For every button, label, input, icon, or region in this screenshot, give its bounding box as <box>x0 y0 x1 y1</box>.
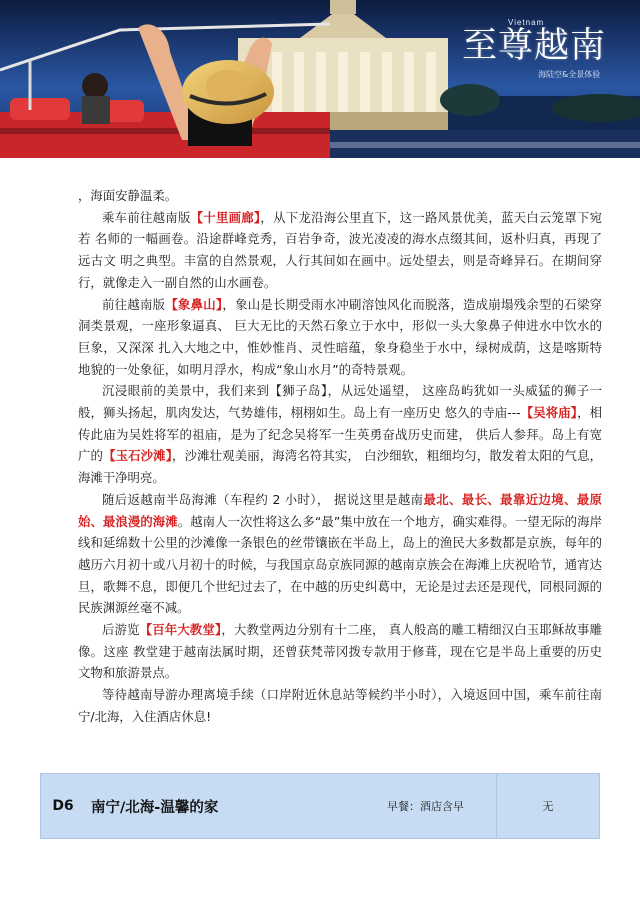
highlight-text: 【象鼻山】 <box>165 296 223 312</box>
paragraph-text: ，大教堂两边分别有十二座， 真人般高的雕工精细汉白玉耶稣故事雕像。这座 教堂建于越南法属时期，还曾获梵蒂冈拨专款用于修葺，现在它是半岛上重要的历史文物和旅游景点。 <box>78 622 602 681</box>
paragraph <box>78 185 602 207</box>
paragraph-text: ，从下龙沿海公里直下，这一路风景优美，蓝天白云笼罩下宛若 名师的一幅画卷。沿途群峰竞秀，百岩争奇，波光凌凌的海水点缀其间，返朴归真，再现了远古文 明之典型。丰富的自然景观，人行其间如在画中。远处望去，则是奇峰异石。在期间穿行，就像走入一副自然的山水画卷。 <box>78 209 603 290</box>
paragraph <box>78 294 602 381</box>
day-number: D6 <box>52 798 74 814</box>
paragraph <box>78 489 602 619</box>
paragraph-text: 等待越南导游办理离境手续（口岸附近休息站等候约半小时），入境返回中国，乘车前往南宁/北海，入住酒店休息! <box>78 687 602 724</box>
paragraph-text: 。越南人一次性将这么多“最”集中放在一个地方，确实难得。一望无际的海岸线和延绵数十公里的沙滩像一条银色的丝带镶嵌在半岛上，岛上的渔民大多数都是京族，每年的越历六月初十或八月初十的时候，与我国京岛京族同源的越南京族会在海滩上庆祝哈节，通宵达旦，歌舞不息，即便几个世纪过去了，在中越的历史纠葛中，无论是过去还是现代，同根同源的民族渊源丝毫不减。 <box>78 513 603 616</box>
day-title: 南宁/北海-温馨的家 <box>91 799 219 816</box>
highlight-text: 【吴将庙】 <box>520 405 578 421</box>
paragraph-text: 前往越南版 <box>102 296 166 312</box>
paragraph-text: 乘车前往越南版 <box>102 209 191 225</box>
highlight-text: 【玉石沙滩】 <box>103 448 173 464</box>
brand-logo <box>462 18 632 88</box>
day-hotel: 无 <box>496 774 599 838</box>
highlight-text: 最北、最长、最靠近边境、最原始、最浪漫的海滩 <box>78 491 603 529</box>
paragraph <box>78 684 602 727</box>
paragraph-text: ，象山是长期受雨水冲刷溶蚀风化而脱落，造成崩塌残余型的石梁穿洞类景观，一座形象逼真、 巨大无比的天然石象立于水中，形似一头大象鼻子伸进水中饮水的巨象，又深深 扎入大地之中，惟妙惟肖、灵性暗蕴，象身稳坐于水中，绿树成荫，这是喀斯特地貌的一处象征，如明月浮水，构成“象山水月”的奇特景观。 <box>78 296 602 377</box>
paragraph-text: ，相传此庙为吴姓将军的祖庙，是为了纪念吴将军一生英勇奋战历史而建， 供后人参拜。岛上有宽广的 <box>78 405 603 464</box>
paragraph-text: ，沙滩壮观美丽，海湾名符其实， 白沙细软，粗细均匀，散发着太阳的气息，海滩干净明亮。 <box>78 448 602 486</box>
logo-chinese-title: 至尊越南 <box>462 26 607 66</box>
logo-english-text: Vietnam <box>508 18 545 27</box>
paragraph-text: 后游览 <box>102 622 140 638</box>
paragraph-text: ，海面安静温柔。 <box>78 188 178 203</box>
paragraph <box>78 207 602 294</box>
header-banner <box>0 0 640 158</box>
paragraph <box>78 619 602 684</box>
highlight-text: 【十里画廊】 <box>190 209 261 225</box>
paragraph-text: 随后返越南半岛海滩（车程约 2 小时）， 据说这里是越南 <box>102 491 424 507</box>
logo-subtitle: 海陆空&全景体验 <box>538 70 601 79</box>
itinerary-text <box>78 185 602 728</box>
paragraph-text: 沉浸眼前的美景中，我们来到【狮子岛】，从远处遥望， 这座岛屿犹如一头威猛的狮子一般，狮头扬起，肌肉发达，气势雄伟，栩栩如生。岛上有一座历史 悠久的寺庙--- <box>78 383 602 421</box>
paragraph <box>78 380 602 489</box>
highlight-text: 【百年大教堂】 <box>139 622 222 638</box>
day-meals: 早餐：酒店含早 <box>387 800 464 813</box>
day-summary-row <box>40 773 600 839</box>
